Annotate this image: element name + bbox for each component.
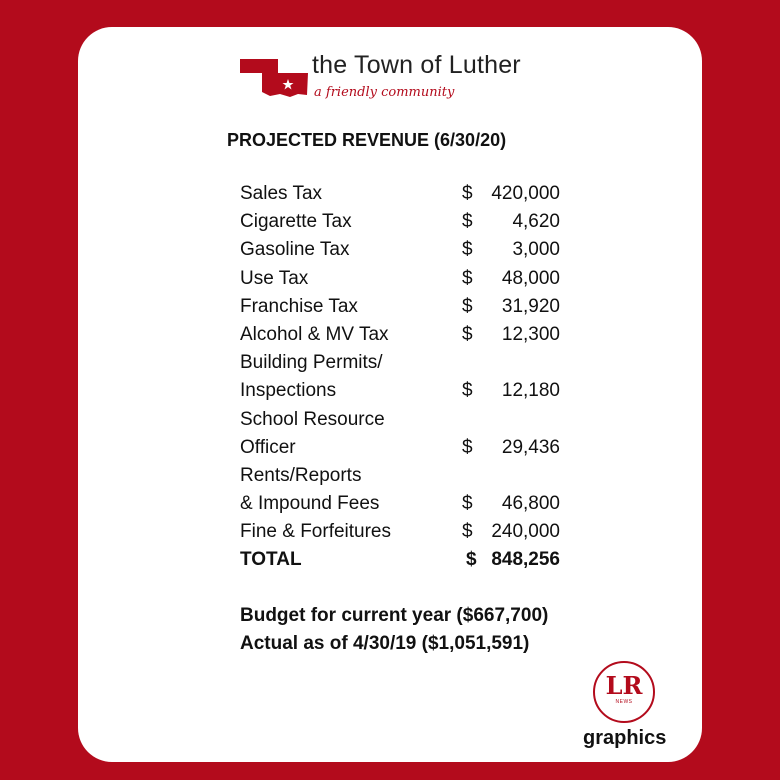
list-item [240, 294, 570, 322]
dollar-sign: $ [462, 183, 473, 204]
dollar-sign: $ [462, 521, 473, 543]
list-item [240, 378, 570, 406]
revenue-label: Franchise Tax [240, 295, 358, 317]
logo-tagline: a friendly community [314, 85, 455, 100]
revenue-amount: 12,300 [501, 323, 560, 345]
list-item [240, 209, 570, 237]
list-item [240, 463, 570, 491]
list-item [240, 322, 570, 350]
revenue-label: Rents/Reports [240, 464, 362, 486]
dollar-sign: $ [462, 323, 473, 345]
dollar-sign: $ [462, 436, 473, 458]
dollar-sign: $ [462, 493, 473, 515]
dollar-sign: $ [462, 267, 473, 289]
page-title: PROJECTED REVENUE (6/30/20) [227, 130, 507, 150]
total-row [240, 547, 570, 575]
revenue-amount: 3,000 [512, 239, 560, 261]
revenue-amount: 12,180 [501, 380, 560, 402]
revenue-label: Fine & Forfeitures [240, 521, 391, 543]
revenue-label: School Resource [240, 408, 385, 430]
revenue-label: Cigarette Tax [240, 211, 352, 233]
total-label: TOTAL [240, 549, 302, 571]
list-item [240, 350, 570, 378]
revenue-amount: 240,000 [491, 521, 560, 543]
dollar-sign: $ [462, 211, 473, 233]
dollar-sign: $ [462, 380, 473, 402]
revenue-card [78, 27, 702, 762]
revenue-label: & Impound Fees [240, 493, 380, 515]
budget-summary [240, 605, 548, 661]
revenue-amount: 4,620 [512, 211, 560, 233]
dollar-sign: $ [462, 239, 473, 261]
lr-mark: LR [605, 671, 643, 700]
revenue-label: Gasoline Tax [240, 239, 350, 261]
revenue-amount: 29,436 [501, 436, 560, 458]
list-item [240, 435, 570, 463]
graphics-label: graphics [583, 727, 667, 749]
list-item [240, 266, 570, 294]
revenue-label: Sales Tax [240, 183, 323, 204]
revenue-label: Inspections [240, 380, 337, 402]
lr-news-logo [593, 661, 655, 723]
list-item [240, 519, 570, 547]
revenue-amount: 48,000 [501, 267, 560, 289]
dollar-sign: $ [466, 549, 477, 571]
lr-sub: NEWS [615, 699, 633, 705]
revenue-list [240, 181, 570, 576]
total-amount: 848,256 [491, 549, 560, 571]
list-item [240, 407, 570, 435]
revenue-label: Officer [240, 436, 296, 458]
revenue-amount: 46,800 [501, 493, 560, 515]
revenue-amount: 31,920 [501, 295, 560, 317]
oklahoma-state-icon [240, 57, 310, 101]
town-logo [240, 53, 540, 109]
revenue-label: Building Permits/ [240, 352, 383, 374]
actual-to-date: Actual as of 4/30/19 ($1,051,591) [240, 633, 530, 654]
revenue-amount: 420,000 [491, 183, 560, 204]
list-item [240, 237, 570, 265]
dollar-sign: $ [462, 295, 473, 317]
logo-title: the Town of Luther [312, 51, 521, 79]
budget-current-year: Budget for current year ($667,700) [240, 605, 549, 626]
list-item [240, 181, 570, 209]
revenue-label: Use Tax [240, 267, 309, 289]
list-item [240, 491, 570, 519]
revenue-label: Alcohol & MV Tax [240, 323, 389, 345]
